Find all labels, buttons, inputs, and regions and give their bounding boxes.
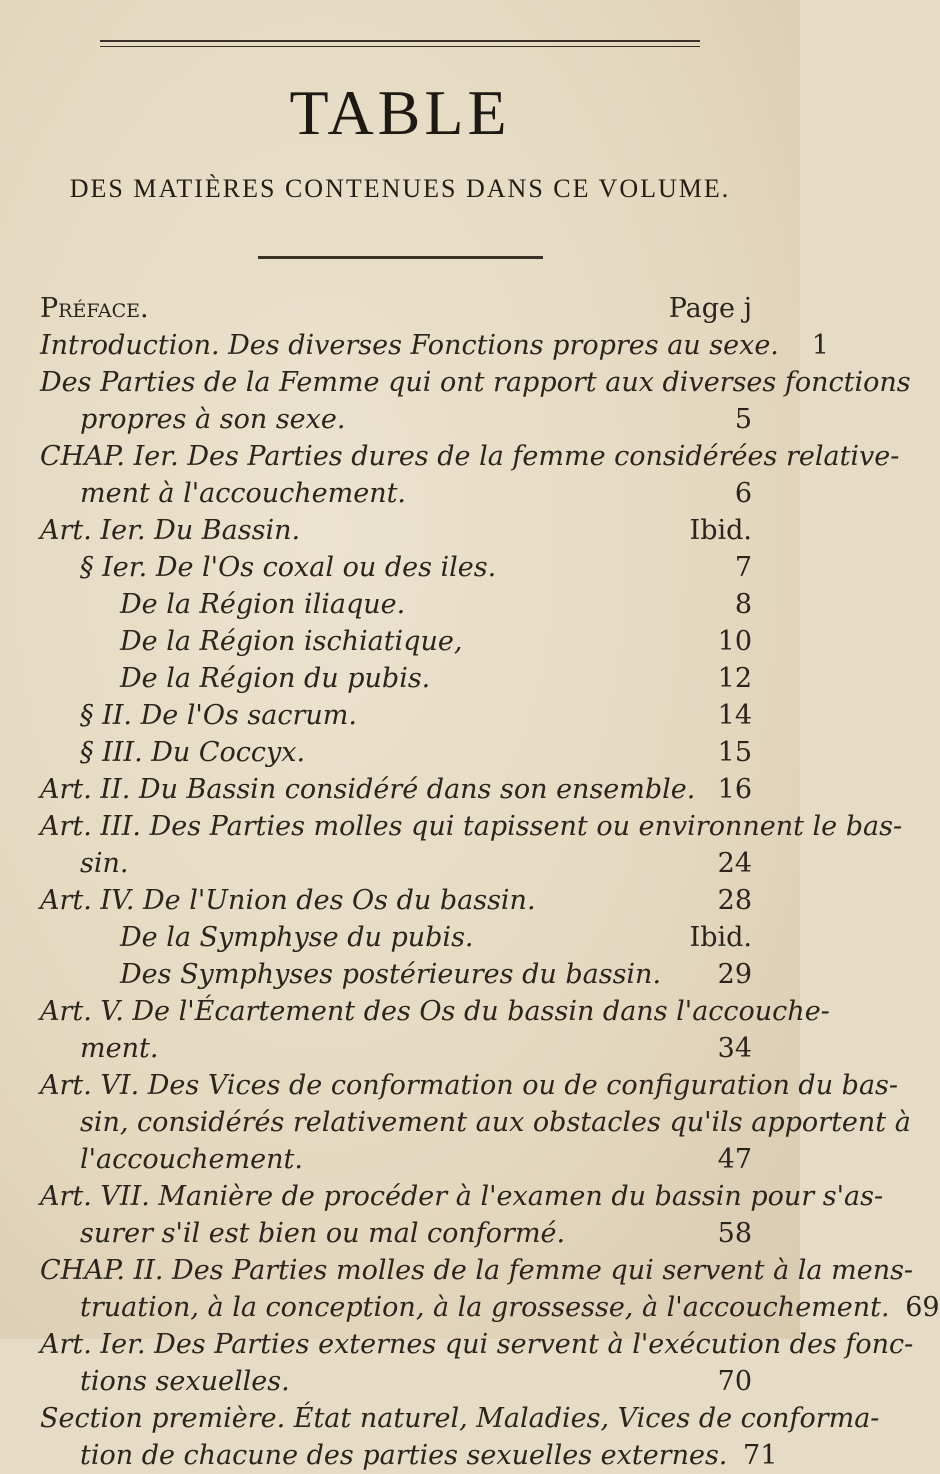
toc-entry bbox=[40, 1067, 911, 1178]
toc-entry bbox=[40, 919, 752, 956]
toc-page: 69 bbox=[905, 1292, 940, 1323]
toc-entry bbox=[40, 660, 752, 697]
toc-page: 71 bbox=[743, 1440, 778, 1471]
toc-page: Ibid. bbox=[689, 922, 752, 953]
toc-entry bbox=[40, 364, 911, 438]
toc-entry bbox=[40, 771, 752, 808]
toc-label: § III. Du Coccyx. bbox=[80, 737, 306, 768]
toc-label: Art. IV. De l'Union des Os du bassin. bbox=[40, 885, 536, 916]
toc-page: 5 bbox=[734, 404, 752, 435]
toc-page: 29 bbox=[717, 959, 752, 990]
toc-label: Section première. État naturel, Maladies, Vices de conforma- bbox=[40, 1403, 880, 1434]
toc-entry-intro bbox=[40, 327, 829, 364]
toc-label: ment. bbox=[80, 1033, 159, 1064]
toc-label: Des Symphyses postérieures du bassin. bbox=[120, 959, 662, 990]
toc-page: 58 bbox=[717, 1218, 752, 1249]
toc-page: 8 bbox=[734, 589, 752, 620]
toc-page: Page j bbox=[668, 293, 752, 324]
toc-label: Préface. bbox=[40, 293, 149, 324]
toc-label: De la Région du pubis. bbox=[120, 663, 431, 694]
toc-entry bbox=[40, 956, 752, 993]
toc-label: surer s'il est bien ou mal conformé. bbox=[80, 1218, 566, 1249]
toc-page: 16 bbox=[717, 774, 752, 805]
toc-label: De la Symphyse du pubis. bbox=[120, 922, 474, 953]
toc-label: Art. Ier. Des Parties externes qui servent à l'exécution des fonc- bbox=[40, 1329, 914, 1360]
toc-label: Des Parties de la Femme qui ont rapport aux diverses fonctions bbox=[40, 367, 911, 398]
toc-label: Art. V. De l'Écartement des Os du bassin dans l'accouche- bbox=[40, 996, 830, 1027]
toc-page: 15 bbox=[717, 737, 752, 768]
toc-entry-chapter bbox=[40, 1252, 940, 1326]
toc-page: 1 bbox=[811, 330, 829, 361]
toc-entry-preface bbox=[40, 290, 752, 327]
toc-label: sin. bbox=[80, 848, 129, 879]
toc-label: De la Région ischiatique, bbox=[120, 626, 463, 657]
toc-label: De la Région iliaque. bbox=[120, 589, 406, 620]
toc-label: § II. De l'Os sacrum. bbox=[80, 700, 357, 731]
toc-label: Introduction. Des diverses Fonctions propres au sexe. bbox=[40, 330, 779, 361]
toc-label: l'accouchement. bbox=[80, 1144, 303, 1175]
toc-entry bbox=[40, 1400, 880, 1474]
toc-entry bbox=[40, 623, 752, 660]
toc-page: 34 bbox=[717, 1033, 752, 1064]
toc-entry bbox=[40, 697, 752, 734]
top-rule-thin bbox=[100, 46, 700, 47]
table-of-contents bbox=[40, 290, 940, 1474]
page-subtitle: DES MATIÈRES CONTENUES DANS CE VOLUME. bbox=[69, 174, 731, 203]
toc-label: Art. VII. Manière de procéder à l'examen du bassin pour s'as- bbox=[40, 1181, 884, 1212]
toc-entry bbox=[40, 549, 752, 586]
toc-entry bbox=[40, 512, 752, 549]
toc-label: propres à son sexe. bbox=[80, 404, 346, 435]
toc-entry bbox=[40, 993, 830, 1067]
toc-page: 47 bbox=[717, 1144, 752, 1175]
toc-label: tions sexuelles. bbox=[80, 1366, 290, 1397]
toc-label: § Ier. De l'Os coxal ou des iles. bbox=[80, 552, 497, 583]
toc-label: Art. III. Des Parties molles qui tapissent ou environnent le bas- bbox=[40, 811, 903, 842]
toc-entry bbox=[40, 1326, 914, 1400]
toc-entry bbox=[40, 882, 752, 919]
toc-entry bbox=[40, 808, 903, 882]
toc-page: 24 bbox=[717, 848, 752, 879]
toc-label: CHAP. II. Des Parties molles de la femme qui servent à la mens- bbox=[40, 1255, 914, 1286]
toc-label: Art. VI. Des Vices de conformation ou de configuration du bas- bbox=[40, 1070, 899, 1101]
toc-label: Art. II. Du Bassin considéré dans son ensemble. bbox=[40, 774, 696, 805]
toc-label: CHAP. Ier. Des Parties dures de la femme considérées relative- bbox=[40, 441, 900, 472]
toc-page: 28 bbox=[717, 885, 752, 916]
toc-entry-chapter bbox=[40, 438, 900, 512]
toc-page: Ibid. bbox=[689, 515, 752, 546]
toc-page: 10 bbox=[717, 626, 752, 657]
page-title: TABLE bbox=[289, 77, 511, 148]
toc-entry bbox=[40, 586, 752, 623]
top-rule bbox=[100, 40, 700, 42]
toc-page: 12 bbox=[717, 663, 752, 694]
toc-entry bbox=[40, 734, 752, 771]
toc-label: tion de chacune des parties sexuelles externes. bbox=[80, 1440, 728, 1471]
toc-page: 6 bbox=[734, 478, 752, 509]
toc-label: sin, considérés relativement aux obstacles qu'ils apportent à bbox=[80, 1107, 911, 1138]
toc-page: 70 bbox=[717, 1366, 752, 1397]
toc-label: Art. Ier. Du Bassin. bbox=[40, 515, 301, 546]
toc-page: 14 bbox=[717, 700, 752, 731]
toc-page: 7 bbox=[734, 552, 752, 583]
toc-label: truation, à la conception, à la grossesse, à l'accouchement. bbox=[80, 1292, 890, 1323]
divider-rule bbox=[258, 256, 543, 259]
toc-label: ment à l'accouchement. bbox=[80, 478, 407, 509]
toc-entry bbox=[40, 1178, 884, 1252]
